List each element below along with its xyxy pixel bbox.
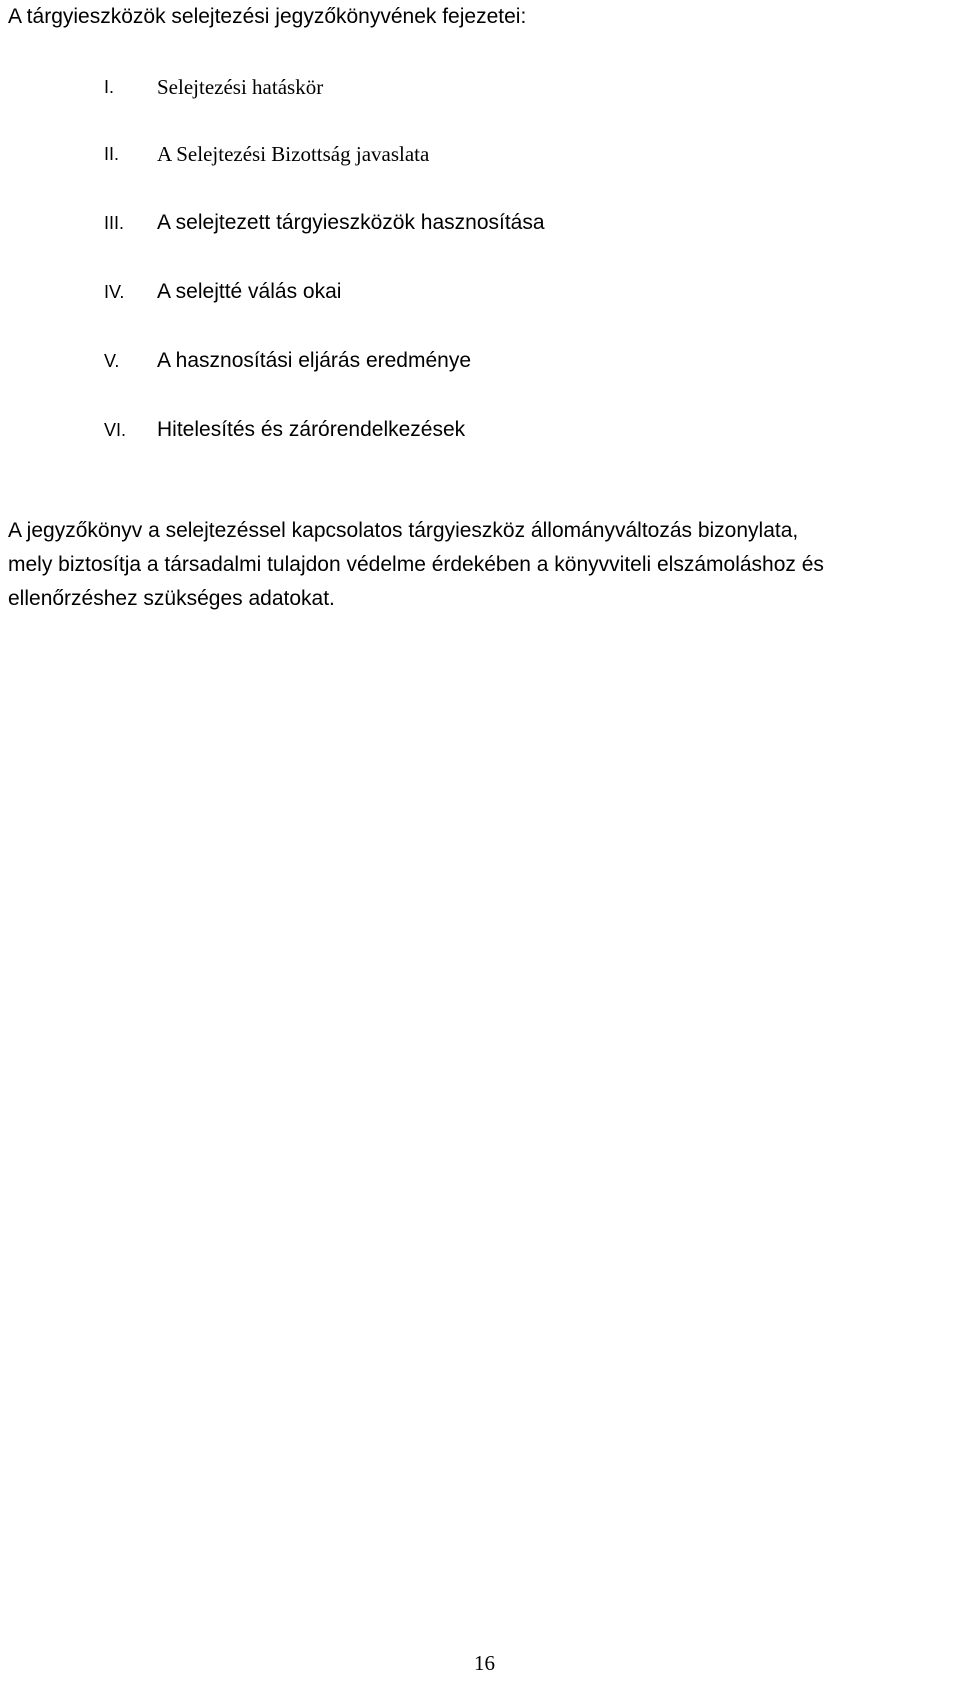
chapter-title: Selejtezési hatáskör <box>157 75 324 99</box>
chapter-number: I. <box>104 77 115 97</box>
chapter-title: A hasznosítási eljárás eredménye <box>157 349 472 372</box>
page-number: 16 <box>474 1651 495 1675</box>
paragraph-line: A jegyzőkönyv a selejtezéssel kapcsolatos tárgyieszköz állományváltozás bizonylata, <box>8 519 799 542</box>
chapter-title: A Selejtezési Bizottság javaslata <box>157 142 430 166</box>
chapter-item <box>0 347 960 377</box>
chapters-heading: A tárgyieszközök selejtezési jegyzőkönyvének fejezetei: <box>8 5 527 28</box>
chapter-title: A selejtezett tárgyieszközök hasznosítása <box>157 211 545 234</box>
chapter-number: VI. <box>104 420 127 440</box>
chapter-item <box>0 278 960 308</box>
paragraph-line: mely biztosítja a társadalmi tulajdon védelme érdekében a könyvviteli elszámoláshoz és <box>8 553 824 576</box>
chapter-item <box>0 73 960 103</box>
chapter-number: V. <box>104 351 120 371</box>
paragraph-line: ellenőrzéshez szükséges adatokat. <box>8 587 335 610</box>
chapter-number: III. <box>104 213 125 233</box>
chapter-item <box>0 209 960 239</box>
chapter-item <box>0 416 960 446</box>
chapter-title: Hitelesítés és zárórendelkezések <box>157 418 466 441</box>
body-paragraph <box>8 514 958 616</box>
chapter-number: IV. <box>104 282 125 302</box>
chapter-number: II. <box>104 144 120 164</box>
chapter-item <box>0 140 960 170</box>
chapter-title: A selejtté válás okai <box>157 280 342 303</box>
